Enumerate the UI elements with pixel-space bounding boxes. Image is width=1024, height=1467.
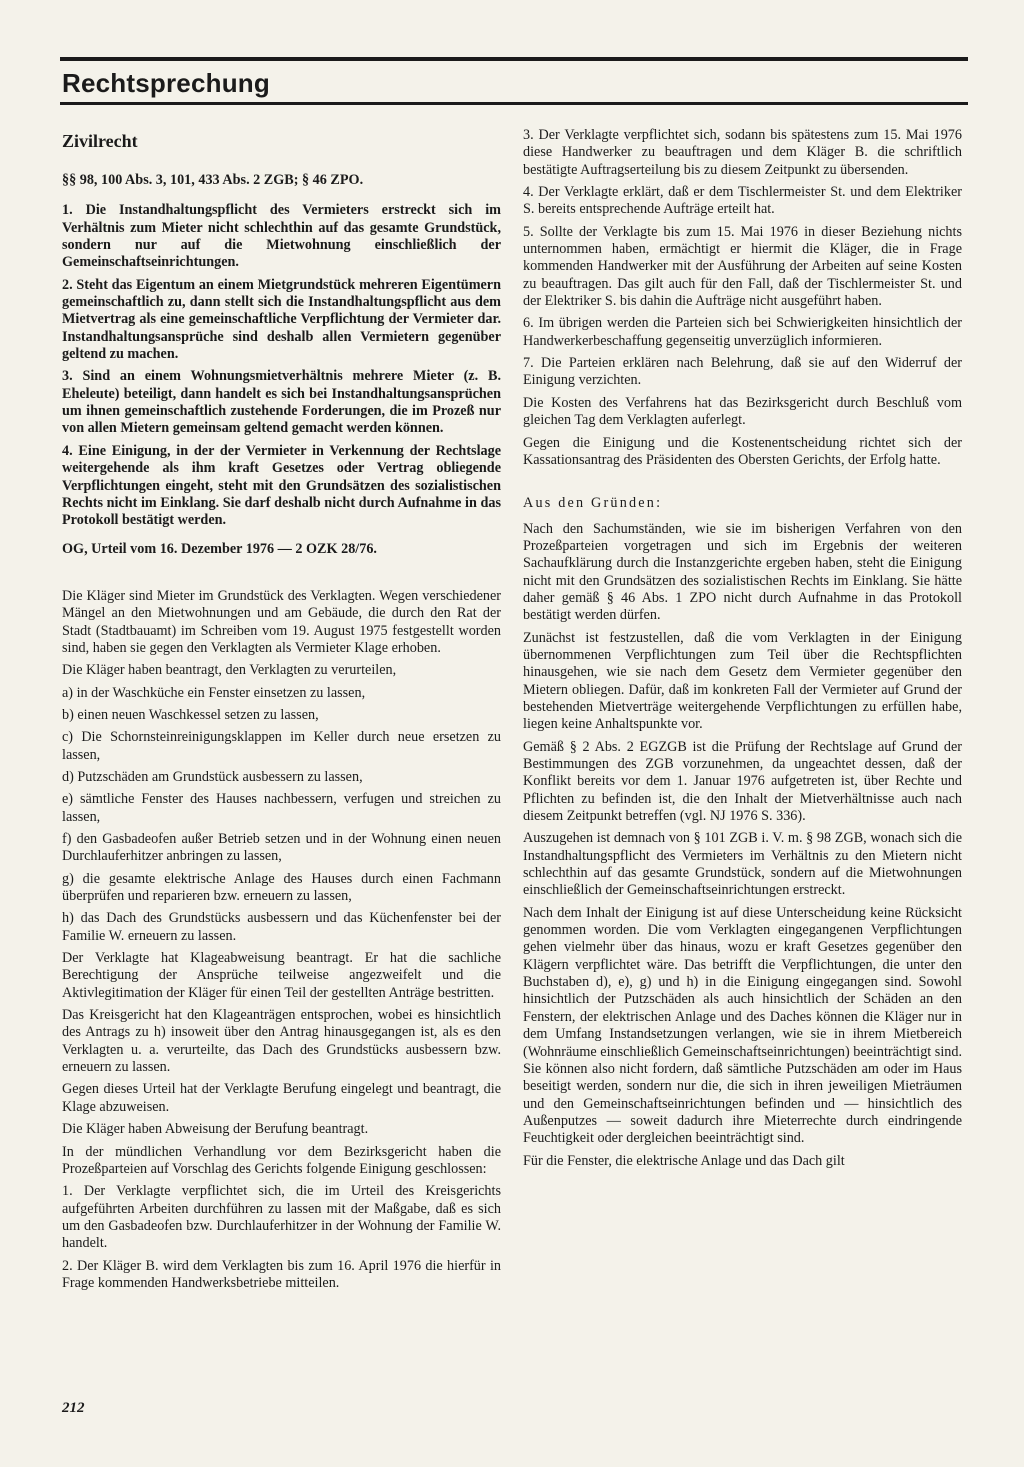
claim-item: b) einen neuen Waschkessel setzen zu lassen, [62,706,319,723]
headnote: 3. Sind an einem Wohnungsmietverhältnis mehrere Mieter (z. B. Eheleute) beteiligt, dann handelt es sich bei Instandhaltungsansprüchen um ihnen gemeinschaftlich zustehende Forderungen, die im Prozeß nur von allen Mietern gemeinsam geltend gemacht werden können. [62,368,501,437]
court-citation: OG, Urteil vom 16. Dezember 1976 — 2 OZK 28/76. [62,540,377,557]
headnote: 2. Steht das Eigentum an einem Mietgrundstück mehreren Eigentümern gemeinschaftlich zu, dann stellt sich die Instandhaltungspflicht aus dem Mietvertrag als eine gemeinschaftliche Verpflichtung der Vermieter dar. Instandhaltungsansprüche sind deshalb allen Vermietern gegenüber geltend zu machen. [62,276,501,363]
paragraph: Für die Fenster, die elektrische Anlage und das Dach gilt [523,1152,845,1169]
header-rule-top [60,57,968,61]
paragraph: Auszugehen ist demnach von § 101 ZGB i. V. m. § 98 ZGB, wonach sich die Instandhaltungspflicht des Vermieters im Verhältnis zu den Mietern nicht schlechthin auf das gesamte Grundstück, sondern auf die Mietwohnungen einschließlich der Gemeinschaftseinrichtungen erstreckt. [523,830,962,899]
headnote: 4. Eine Einigung, in der der Vermieter in Verkennung der Rechtslage weitergehende als ihm kraft Gesetzes oder Vertrag obliegende Verpflichtungen eingeht, steht mit den Grundsätzen des sozialistischen Rechts nicht im Einklang. Sie darf deshalb nicht durch Aufnahme in das Protokoll bestätigt werden. [62,442,501,529]
paragraph: Nach dem Inhalt der Einigung ist auf diese Unterscheidung keine Rücksicht genommen worden. Die vom Verklagten eingegangenen Verpflichtungen gehen vielmehr über das hinaus, wozu er kraft Gesetzes gegenüber den Klägern verpflichtet wäre. Das betrifft die Verpflichtungen, die unter den Buchstaben d), e), g) und h) in die Einigung eingegangen sind. Sowohl hinsichtlich der Putzschäden als auch hinsichtlich der Schäden an den Fenstern, der elektrischen Anlage und des Daches können die Kläger nur in dem Umfang Instandsetzungen verlangen, wie sie in ihrem Mietbereich (Wohnräume einschließlich Gemeinschaftseinrichtungen) beeinträchtigt sind. Sie können also nicht fordern, daß sämtliche Putzschäden am oder im Haus beseitigt werden, sondern nur die, die sich in ihren jeweiligen Mieträumen und den Gemeinschaftseinrichtungen befinden und — hinsichtlich des Außenputzes — soweit dadurch ihre Mieterrechte durch eindringende Feuchtigkeit oder dergleichen beeinträchtigt sind. [523,904,962,1147]
claim-item: e) sämtliche Fenster des Hauses nachbessern, verfugen und streichen zu lassen, [62,791,501,825]
claim-item: g) die gesamte elektrische Anlage des Hauses durch einen Fachmann überprüfen und reparieren bzw. erneuern zu lassen, [62,870,501,905]
claim-item: d) Putzschäden am Grundstück ausbessern zu lassen, [62,768,363,785]
paragraph: In der mündlichen Verhandlung vor dem Bezirksgericht haben die Prozeßparteien auf Vorschlag des Gerichts folgende Einigung geschlossen: [62,1143,501,1177]
agreement-item: 4. Der Verklagte erklärt, daß er dem Tischlermeister St. und dem Elektriker S. bereits entsprechende Aufträge erteilt hat. [523,184,962,218]
paragraph: Zunächst ist festzustellen, daß die vom Verklagten in der Einigung übernommenen Verpflichtungen zum Teil über die Rechtspflichten hinausgehen, wie sie nach dem Gesetz dem Vermieter gegenüber den Mietern obliegen. Dafür, daß im konkreten Fall der Vermieter auf Grund der bestehenden Mietverträge weitergehende Verpflichtungen zu erfüllen habe, liegen keine Anhaltspunkte vor. [523,629,962,733]
paragraph: Das Kreisgericht hat den Klageanträgen entsprochen, wobei es hinsichtlich des Antrags zu h) insoweit über den Antrag hinausgegangen ist, als es den Verklagten u. a. verurteilte, das Dach des Grundstücks ausbessern bzw. erneuern zu lassen. [62,1007,501,1076]
paragraph: Die Kläger haben Abweisung der Berufung beantragt. [62,1121,369,1138]
paragraph: Die Kosten des Verfahrens hat das Bezirksgericht durch Beschluß vom gleichen Tag dem Verklagten auferlegt. [523,394,962,429]
claim-item: a) in der Waschküche ein Fenster einsetzen zu lassen, [62,684,366,701]
section-title: Rechtsprechung [62,68,270,98]
subsection-heading: Zivilrecht [62,131,138,151]
paragraph: Der Verklagte hat Klageabweisung beantragt. Er hat die sachliche Berechtigung der Ansprüche teilweise angezweifelt und die Aktivlegitimation der Kläger für einen Teil der gestellten Anträge bestritten. [62,950,501,1001]
agreement-item: 3. Der Verklagte verpflichtet sich, sodann bis spätestens zum 15. Mai 1976 diese Handwerker zu beauftragen und dem Kläger B. die schriftlich bestätigte Auftragserteilung bis zu diesem Zeitpunkt zu übersenden. [523,127,962,178]
page-number: 212 [62,1400,85,1416]
headnote: 1. Die Instandhaltungspflicht des Vermieters erstreckt sich im Verhältnis zum Mieter nicht schlechthin auf das gesamte Grundstück, sondern nur auf die Mietwohnung einschließlich der Gemeinschaftseinrichtungen. [62,202,501,271]
agreement-item: 6. Im übrigen werden die Parteien sich bei Schwierigkeiten hinsichtlich der Handwerkerbeschaffung gegenseitig unverzüglich informieren. [523,315,962,349]
agreement-item: 5. Sollte der Verklagte bis zum 15. Mai 1976 in dieser Beziehung nichts unternommen haben, ermächtigt er hiermit die Kläger, die in Frage kommenden Handwerker mit der Ausführung der Arbeiten auf seine Kosten zu beauftragen. Das gilt auch für den Fall, daß der Tischlermeister St. und der Elektriker S. bis dahin die Aufträge nicht ausgeführt haben. [523,223,962,310]
agreement-item: 1. Der Verklagte verpflichtet sich, die im Urteil des Kreisgerichts aufgeführten Arbeiten durchführen zu lassen mit der Maßgabe, daß es sich um den Gasbadeofen bzw. Durchlauferhitzer in der Wohnung der Familie W. handelt. [62,1183,501,1252]
paragraph: Gegen dieses Urteil hat der Verklagte Berufung eingelegt und beantragt, die Klage abzuweisen. [62,1081,501,1115]
right-column [523,127,962,1387]
agreement-item: 7. Die Parteien erklären nach Belehrung, daß sie auf den Widerruf der Einigung verzichten. [523,355,962,389]
paragraph: Gemäß § 2 Abs. 2 EGZGB ist die Prüfung der Rechtslage auf Grund der Bestimmungen des ZGB vorzunehmen, da ungeachtet dessen, daß der Konflikt bereits vor dem 1. Januar 1976 aufgetreten ist, über Rechte und Pflichten zu befinden ist, die den Inhalt der Mietverhältnisse auch nach diesem Zeitpunkt betreffen (vgl. NJ 1976 S. 336). [523,738,962,825]
claim-item: c) Die Schornsteinreinigungsklappen im Keller durch neue ersetzen zu lassen, [62,729,501,763]
reasons-heading: Aus den Gründen: [523,495,663,512]
left-column [62,122,501,1382]
paragraph: Die Kläger haben beantragt, den Verklagten zu verurteilen, [62,662,397,679]
paragraph: Gegen die Einigung und die Kostenentscheidung richtet sich der Kassationsantrag des Präsidenten des Obersten Gerichts, der Erfolg hatte. [523,434,962,468]
claim-item: f) den Gasbadeofen außer Betrieb setzen und in der Wohnung einen neuen Durchlauferhitzer anbringen zu lassen, [62,831,501,865]
agreement-item: 2. Der Kläger B. wird dem Verklagten bis zum 16. April 1976 die hierfür in Frage kommenden Handwerksbetriebe mitteilen. [62,1257,501,1291]
legal-norms: §§ 98, 100 Abs. 3, 101, 433 Abs. 2 ZGB; § 46 ZPO. [62,172,364,188]
paragraph: Nach den Sachumständen, wie sie im bisherigen Verfahren von den Prozeßparteien vorgetragen und sich im Ergebnis der weiteren Sachaufklärung durch die Instanzgerichte ergeben haben, steht die Einigung nicht mit den Grundsätzen des sozialistischen Rechts im Einklang. Sie hätte daher gemäß § 46 Abs. 1 ZPO nicht durch Aufnahme in das Protokoll bestätigt werden dürfen. [523,520,962,624]
header-rule-bottom [60,102,968,105]
paragraph: Die Kläger sind Mieter im Grundstück des Verklagten. Wegen verschiedener Mängel an den Mietwohnungen und am Gebäude, die durch den Rat der Stadt (Stadtbauamt) im Schreiben vom 19. August 1975 festgestellt worden sind, haben sie gegen den Verklagten als Vermieter Klage erhoben. [62,587,501,656]
claim-item: h) das Dach des Grundstücks ausbessern und das Küchenfenster bei der Familie W. erneuern zu lassen. [62,910,501,944]
